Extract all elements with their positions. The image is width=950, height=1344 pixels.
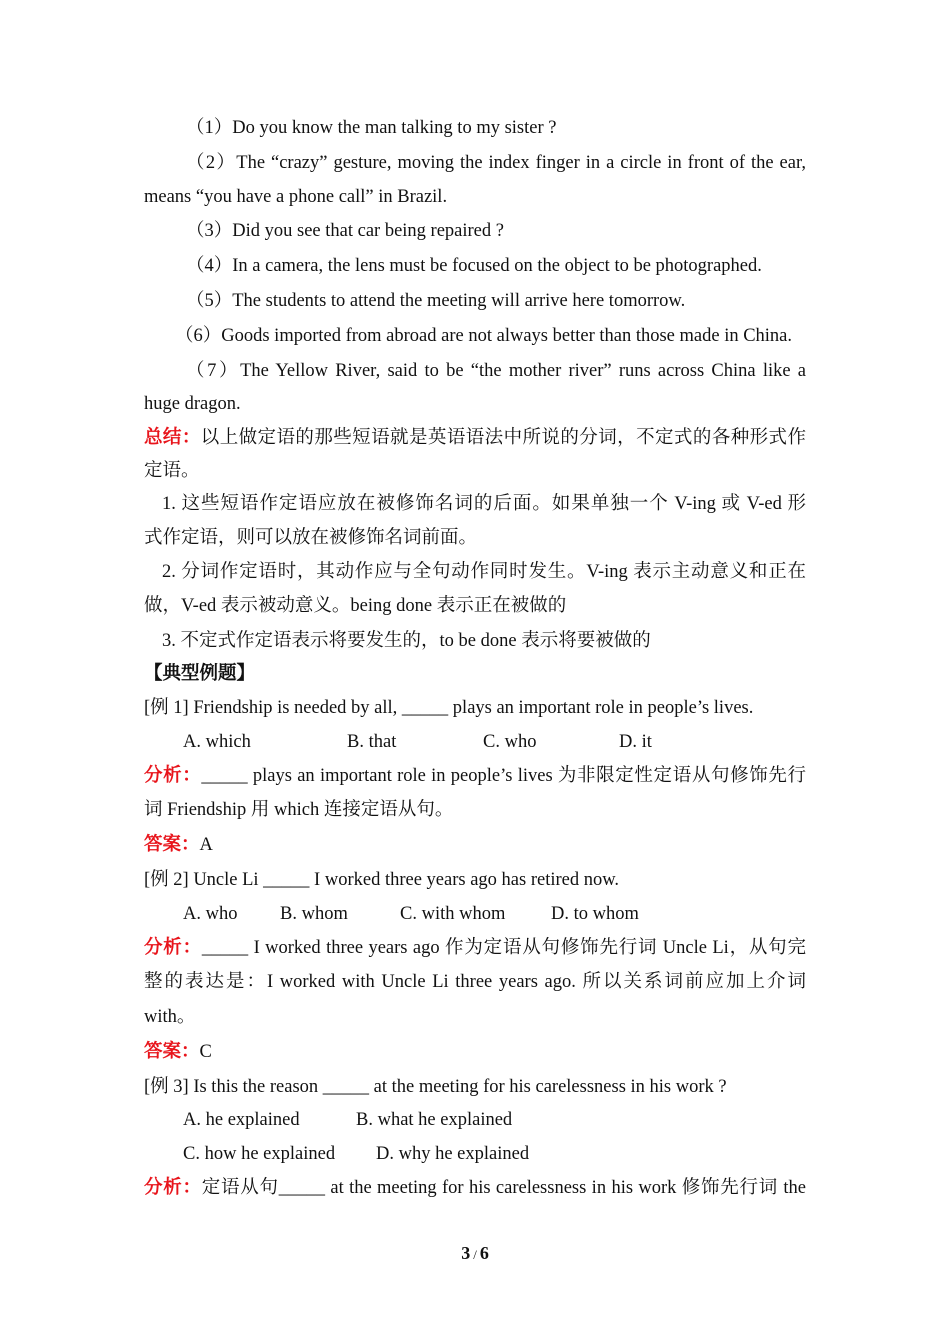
page-separator: /	[473, 1247, 477, 1262]
summary-label: 总结：	[144, 428, 201, 448]
example-2-question: [例 2] Uncle Li _____ I worked three years ago has retired now.	[144, 870, 620, 890]
summary-line-1: 总结：以上做定语的那些短语就是英语语法中所说的分词，不定式的各种形式作	[144, 428, 806, 448]
answer-value: C	[199, 1042, 212, 1062]
option-d: D. it	[619, 732, 652, 752]
example-1-answer	[144, 833, 806, 857]
example-3-analysis-1: 分析：定语从句_____ at the meeting for his carelessness in his work 修饰先行词 the	[144, 1178, 806, 1198]
page-total: 6	[479, 1243, 489, 1263]
example-2-analysis-2: 整的表达是：I worked with Uncle Li three years ago. 所以关系词前应加上介词	[144, 972, 806, 992]
example-3-question: [例 3] Is this the reason _____ at the meeting for his carelessness in his work ?	[144, 1077, 727, 1097]
example-1-analysis-1: 分析：_____ plays an important role in people’s lives 为非限定性定语从句修饰先行	[144, 766, 806, 786]
sentence-2-cont: means “you have a phone call” in Brazil.	[144, 187, 448, 207]
example-1-question: [例 1] Friendship is needed by all, _____ plays an important role in people’s lives.	[144, 698, 754, 718]
summary-point-2-cont: 做，V-ed 表示被动意义。being done 表示正在被做的	[144, 596, 567, 616]
sentence-2: （2）The “crazy” gesture, moving the index finger in a circle in front of the ear,	[186, 153, 806, 173]
option-a: A. he explained	[183, 1110, 300, 1130]
example-1-analysis-2: 词 Friendship 用 which 连接定语从句。	[144, 800, 454, 820]
sentence-7-cont: huge dragon.	[144, 394, 241, 414]
analysis-label: 分析：	[144, 766, 202, 786]
sentence-3: （3）Did you see that car being repaired ?	[186, 221, 504, 241]
section-heading: 【典型例题】	[144, 664, 256, 684]
summary-line-2: 定语。	[144, 461, 200, 481]
summary-point-1-cont: 式作定语，则可以放在被修饰名词前面。	[144, 528, 478, 548]
option-d: D. why he explained	[376, 1144, 530, 1164]
option-b: B. that	[347, 732, 397, 752]
option-a: A. which	[183, 732, 251, 752]
option-d: D. to whom	[551, 904, 639, 924]
option-c: C. with whom	[400, 904, 506, 924]
analysis-label: 分析：	[144, 1178, 202, 1198]
sentence-5: （5）The students to attend the meeting will arrive here tomorrow.	[186, 291, 686, 311]
option-c: C. how he explained	[183, 1144, 336, 1164]
sentence-4: （4）In a camera, the lens must be focused on the object to be photographed.	[186, 256, 762, 276]
summary-point-1: 1. 这些短语作定语应放在被修饰名词的后面。如果单独一个 V-ing 或 V-ed 形	[162, 494, 806, 514]
summary-point-2: 2. 分词作定语时，其动作应与全句动作同时发生。V-ing 表示主动意义和正在	[162, 562, 806, 582]
option-c: C. who	[483, 732, 537, 752]
sentence-1: （1）Do you know the man talking to my sister ?	[186, 118, 557, 138]
option-a: A. who	[183, 904, 238, 924]
example-2-answer	[144, 1040, 806, 1064]
analysis-label: 分析：	[144, 938, 202, 958]
example-2-analysis-1: 分析：_____ I worked three years ago 作为定语从句修饰先行词 Uncle Li，从句完	[144, 938, 806, 958]
option-b: B. what he explained	[356, 1110, 513, 1130]
summary-point-3: 3. 不定式作定语表示将要发生的，to be done 表示将要被做的	[162, 631, 651, 651]
answer-label: 答案：	[144, 1042, 200, 1062]
page-current: 3	[461, 1243, 471, 1263]
sentence-7: （7）The Yellow River, said to be “the mother river” runs across China like a	[186, 361, 806, 381]
answer-value: A	[199, 835, 213, 855]
example-2-analysis-3: with。	[144, 1007, 196, 1027]
option-b: B. whom	[280, 904, 348, 924]
page-number	[0, 1243, 950, 1264]
answer-label: 答案：	[144, 835, 200, 855]
sentence-6: （6）Goods imported from abroad are not always better than those made in China.	[175, 326, 793, 346]
